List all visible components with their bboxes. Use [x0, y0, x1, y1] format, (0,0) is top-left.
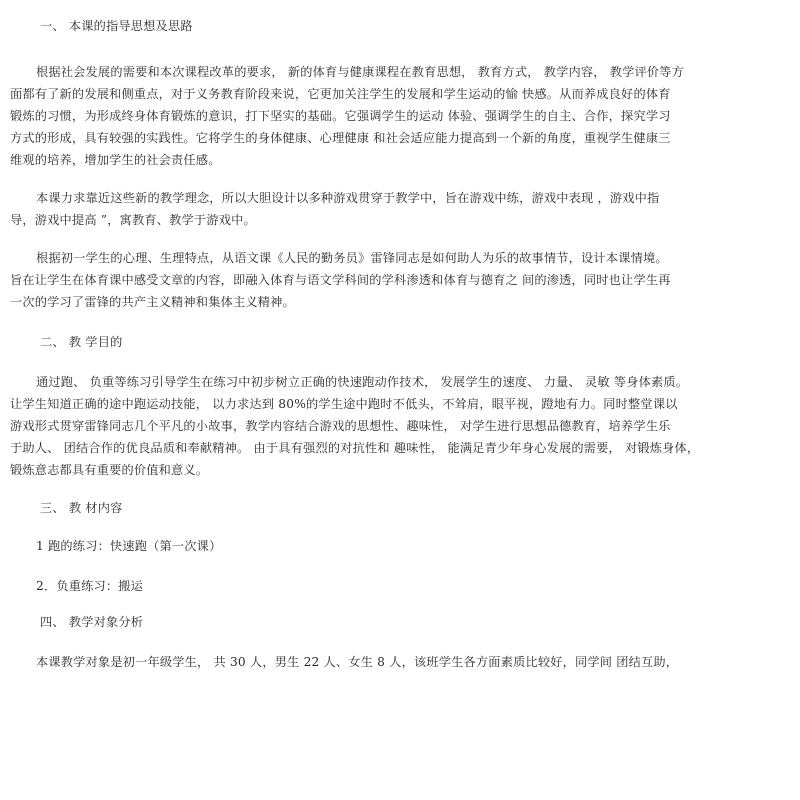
paragraph-line: 本课力求靠近这些新的教学理念，所以大胆设计以多种游戏贯穿于教学中，旨在游戏中练，游戏中表现 ，游戏中指: [36, 191, 660, 205]
paragraph-line: 导，游戏中提高 ”，寓教育、教学于游戏中。: [10, 213, 256, 227]
paragraph-line: 锻炼意志都具有重要的价值和意义。: [10, 463, 209, 477]
list-item: 1 跑的练习：快速跑（第一次课）: [36, 539, 222, 553]
paragraph-line: 一次的学习了雷锋的共产主义精神和集体主义精神。: [10, 295, 295, 309]
paragraph-line: 通过跑、 负重等练习引导学生在练习中初步树立正确的快速跑动作技术， 发展学生的速度、 力量、 灵敏 等身体素质。: [36, 375, 689, 389]
section-heading-1: 一、 本课的指导思想及思路: [40, 19, 193, 33]
paragraph-line: 维观的培养，增加学生的社会责任感。: [10, 153, 221, 167]
paragraph-line: 根据初一学生的心理、生理特点，从语文课《人民的勤务员》雷锋同志是如何助人为乐的故事情节，设计本课情境。: [36, 251, 668, 265]
section-heading-2: 二、 教 学目的: [40, 335, 123, 349]
paragraph-line: 旨在让学生在体育课中感受文章的内容，即融入体育与语文学科间的学科渗透和体育与德育之 间的渗透，同时也让学生再: [10, 273, 671, 287]
list-item: 2．负重练习：搬运: [36, 579, 144, 593]
paragraph-line: 于助人、 团结合作的优良品质和奉献精神。 由于具有强烈的对抗性和 趣味性， 能满足青少年身心发展的需要， 对锻炼身体，: [10, 441, 700, 455]
section-heading-4: 四、 教学对象分析: [40, 615, 144, 629]
paragraph-line: 游戏形式贯穿雷锋同志几个平凡的小故事，教学内容结合游戏的思想性、趣味性， 对学生进行思想品德教育，培养学生乐: [10, 419, 671, 433]
paragraph-line: 方式的形成，具有较强的实践性。它将学生的身体健康、心理健康 和社会适应能力提高到一个新的角度，重视学生健康三: [10, 131, 671, 145]
paragraph-line: 根据社会发展的需要和本次课程改革的要求， 新的体育与健康课程在教育思想， 教育方式， 教学内容， 教学评价等方: [36, 65, 685, 79]
paragraph-line: 让学生知道正确的途中跑运动技能， 以力求达到 80%的学生途中跑时不低头，不耸肩，眼平视，蹬地有力。同时整堂课以: [10, 397, 678, 411]
paragraph-line: 本课教学对象是初一年级学生， 共 30 人，男生 22 人、女生 8 人，该班学生各方面素质比较好，同学间 团结互助，: [36, 655, 679, 669]
section-heading-3: 三、 教 材内容: [40, 501, 123, 515]
paragraph-line: 锻炼的习惯，为形成终身体育锻炼的意识，打下坚实的基础。它强调学生的运动 体验、强调学生的自主、合作，探究学习: [10, 109, 671, 123]
paragraph-line: 面都有了新的发展和侧重点，对于义务教育阶段来说，它更加关注学生的发展和学生运动的愉 快感。从而养成良好的体育: [10, 87, 671, 101]
